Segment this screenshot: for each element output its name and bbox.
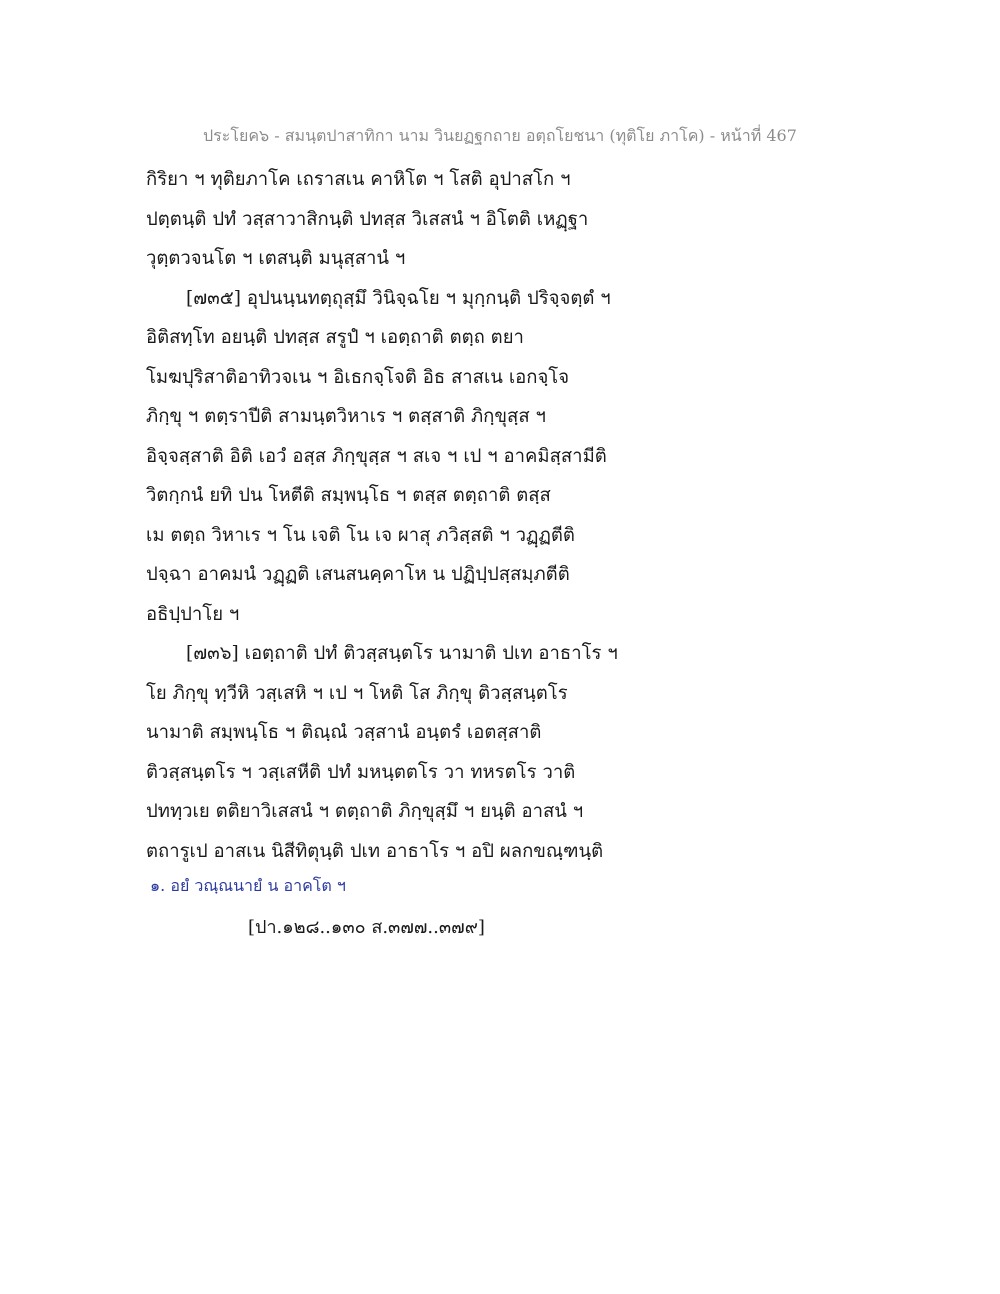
text-line: อิติสทฺโท อยนฺติ ปทสฺส สรูปํ ฯ เอตฺถาติ ตตฺถ ตยา bbox=[146, 327, 524, 348]
text-line: วุตฺตวจนโต ฯ เตสนฺติ มนุสฺสานํ ฯ bbox=[146, 248, 406, 269]
text-line: โมฆปุริสาติอาทิวจเน ฯ อิเธกจฺโจติ อิธ สาสเน เอกจฺโจ bbox=[146, 366, 570, 388]
footnote: ๑. อยํ วณฺณนายํ น อาคโต ฯ bbox=[150, 876, 346, 895]
text-line: ปททฺวเย ตติยาวิเสสนํ ฯ ตตฺถาติ ภิกฺขุสฺมึ ฯ ยนฺติ อาสนํ ฯ bbox=[146, 801, 584, 822]
text-line: ติวสฺสนฺตโร ฯ วสฺเสหีติ ปทํ มหนฺตตโร วา ทหรตโร วาติ bbox=[146, 761, 576, 783]
text-line: อิจฺจสฺสาติ อิติ เอวํ อสฺส ภิกฺขุสฺส ฯ สเจ ฯ เป ฯ อาคมิสฺสามีติ bbox=[146, 445, 607, 467]
text-line: ปจฺฉา อาคมนํ วฏฺฏติ เสนสนคฺคาโห น ปฏิปฺปสฺสมฺภตีติ bbox=[146, 564, 570, 585]
text-line: เม ตตฺถ วิหาเร ฯ โน เจติ โน เจ ผาสุ ภวิสฺสติ ฯ วฏฺฏตีติ bbox=[146, 524, 575, 546]
body-text bbox=[146, 160, 766, 871]
text-line: โย ภิกฺขุ ทฺวีหิ วสฺเสหิ ฯ เป ฯ โหติ โส ภิกฺขุ ติวสฺสนฺตโร bbox=[146, 682, 568, 704]
text-line: นามาติ สมฺพนฺโธ ฯ ติณฺณํ วสฺสานํ อนฺตรํ เอตสฺสาติ bbox=[146, 722, 542, 743]
paragraph-start-736: [๗๓๖] เอตฺถาติ ปทํ ติวสฺสนฺตโร นามาติ ปเท อาธาโร ฯ bbox=[186, 643, 618, 664]
text-line: ปตฺตนฺติ ปทํ วสฺสาวาสิกนฺติ ปทสฺส วิเสสนํ ฯ อิโตติ เหฏฺฐา bbox=[146, 208, 589, 230]
paragraph-start-735: [๗๓๕] อุปนนฺนทตฺถุสฺมึ วินิจฺฉโย ฯ มุกฺกนฺติ ปริจฺจตฺตํ ฯ bbox=[186, 287, 611, 309]
text-line: กิริยา ฯ ทุติยภาโค เถราสเน คาหิโต ฯ โสติ อุปาสโก ฯ bbox=[146, 169, 571, 190]
text-line: วิตกฺกนํ ยทิ ปน โหตีติ สมฺพนฺโธ ฯ ตสฺส ตตฺถาติ ตสฺส bbox=[146, 485, 551, 506]
text-line: ภิกฺขุ ฯ ตตฺราปีติ สามนฺตวิหาเร ฯ ตสฺสาติ ภิกฺขุสฺส ฯ bbox=[146, 406, 546, 427]
text-line: อธิปฺปาโย ฯ bbox=[146, 603, 240, 625]
page-reference: [ปา.๑๒๘..๑๓๐ ส.๓๗๗..๓๗๙] bbox=[248, 917, 485, 938]
text-line: ตถารูเป อาสเน นิสีทิตุนฺติ ปเท อาธาโร ฯ อปิ ผลกขณฺฑนฺติ bbox=[146, 840, 604, 862]
running-header: ประโยค๖ - สมนฺตปาสาทิกา นาม วินยฏฐกถาย อตฺถโยชนา (ทุติโย ภาโค) - หน้าที่ 467 bbox=[203, 126, 797, 145]
